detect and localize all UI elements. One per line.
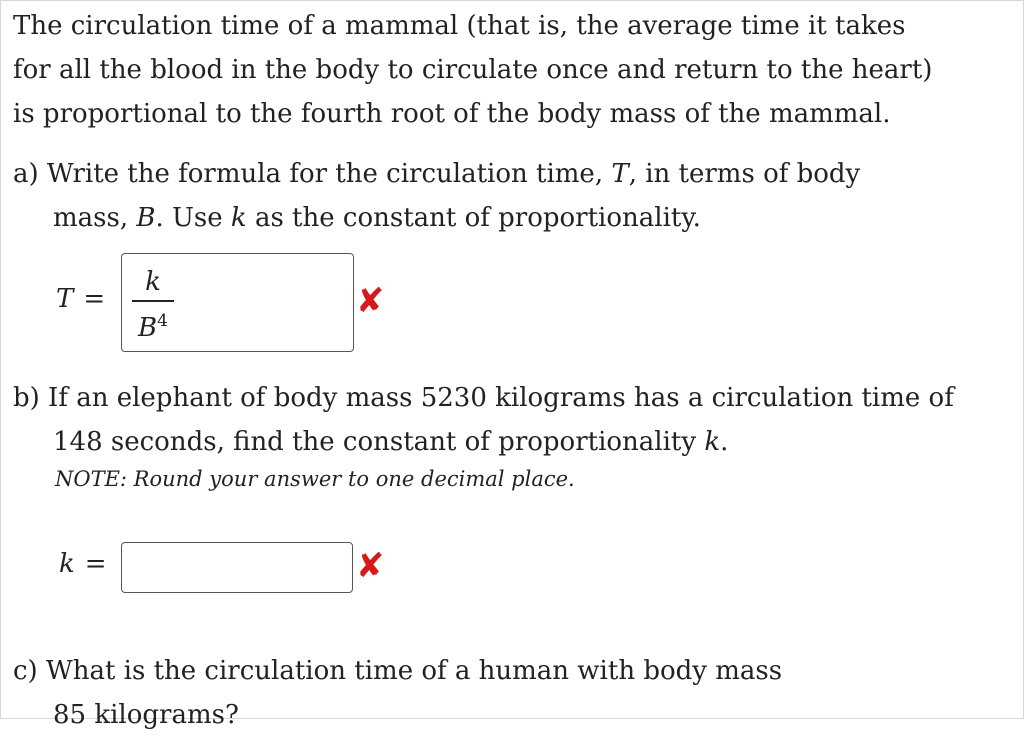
intro-paragraph bbox=[13, 4, 932, 136]
fraction-answer bbox=[132, 266, 174, 343]
fraction-bar bbox=[132, 300, 174, 302]
part-b-question-line-1: b) If an elephant of body mass 5230 kilograms has a circulation time of bbox=[13, 383, 954, 413]
part-a-answer-input[interactable] bbox=[121, 253, 354, 352]
incorrect-icon: ✘ bbox=[356, 281, 385, 321]
fraction-denominator: $B^4$ bbox=[138, 310, 168, 343]
incorrect-icon: ✘ bbox=[356, 546, 385, 586]
fraction-numerator: k bbox=[145, 267, 161, 297]
intro-line-3: is proportional to the fourth root of the body mass of the mammal. bbox=[13, 99, 891, 129]
part-c-question-line-2: 85 kilograms? bbox=[53, 700, 239, 730]
intro-line-1: The circulation time of a mammal (that is, the average time it takes bbox=[13, 11, 906, 41]
intro-line-2: for all the blood in the body to circulate once and return to the heart) bbox=[13, 55, 933, 85]
part-c-question-line-1: c) What is the circulation time of a human with body mass bbox=[13, 656, 783, 686]
part-a-question-line-1: a) Write the formula for the circulation time, T, in terms of body bbox=[13, 159, 861, 189]
part-b-answer-input[interactable] bbox=[121, 542, 353, 593]
part-a-question-line-2: mass, B. Use k as the constant of proportionality. bbox=[53, 203, 701, 233]
rounding-note: NOTE: Round your answer to one decimal place. bbox=[55, 467, 575, 491]
var-k: k bbox=[230, 203, 247, 233]
var-B: B bbox=[136, 203, 156, 233]
var-k: k bbox=[704, 427, 721, 457]
part-b-question-line-2: 148 seconds, find the constant of proportionality k. bbox=[53, 427, 729, 457]
var-T: T bbox=[611, 159, 629, 189]
part-a-answer-label: T = bbox=[56, 284, 106, 314]
part-b-answer-label: k = bbox=[59, 549, 107, 579]
